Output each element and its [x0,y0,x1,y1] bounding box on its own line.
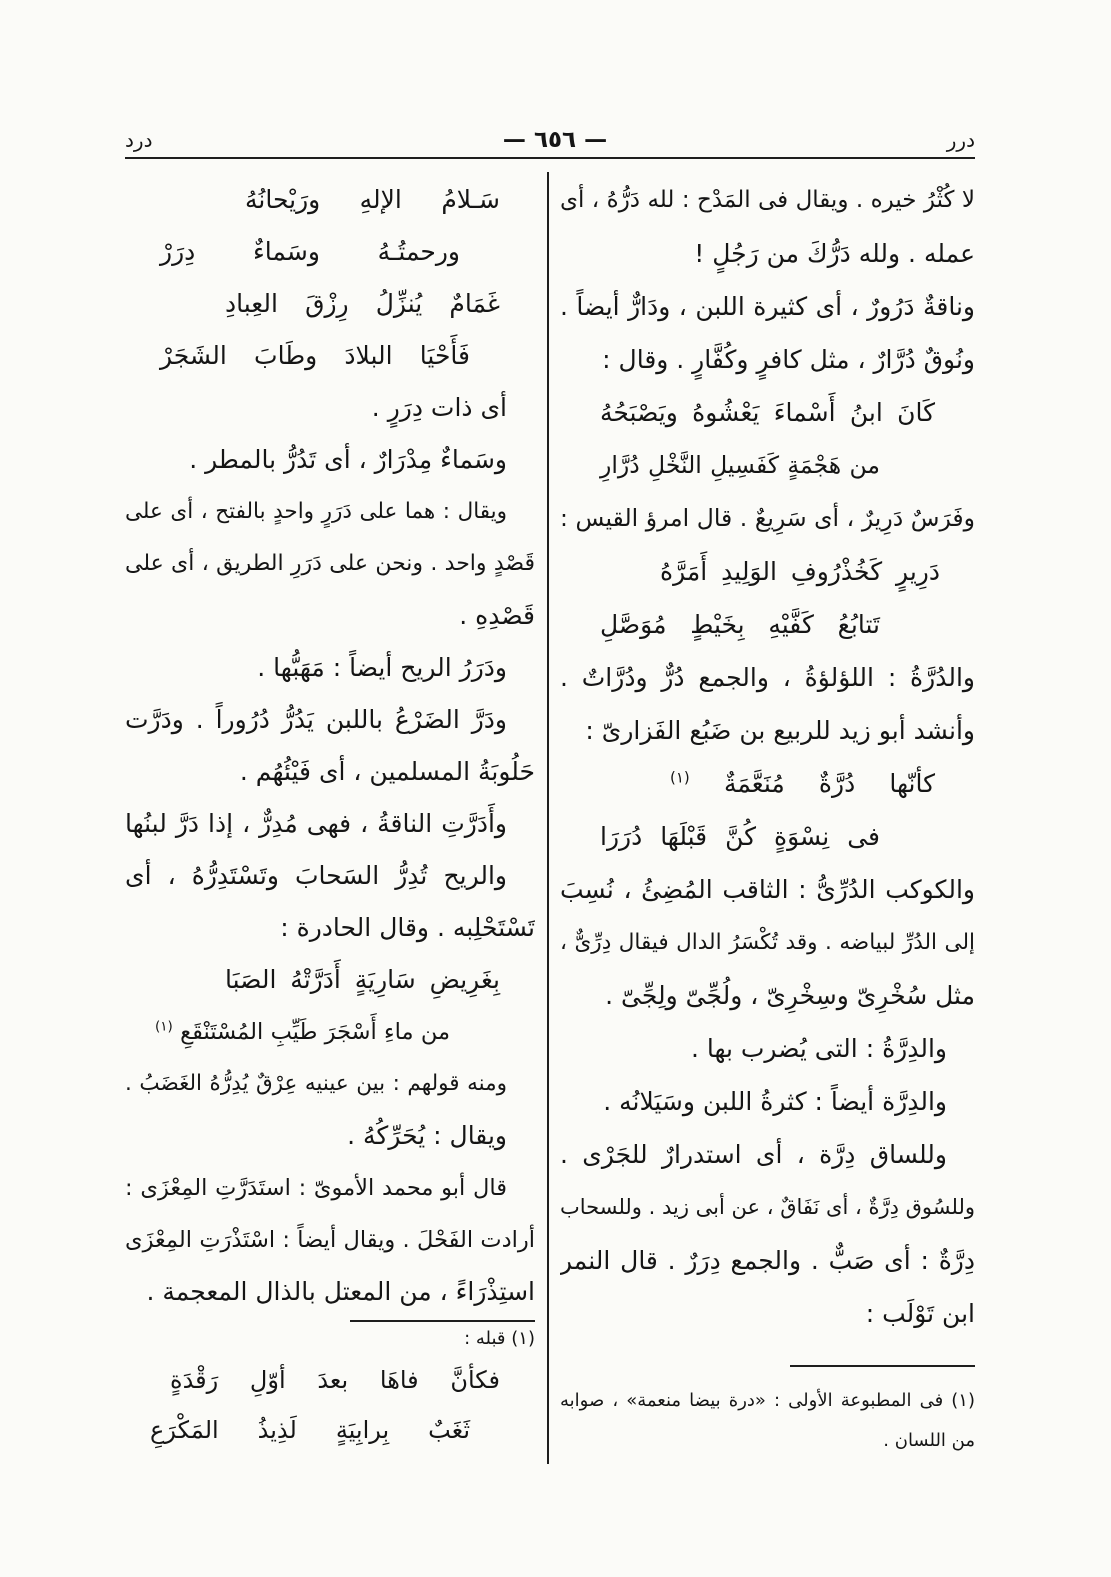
text-line: حَلُوبَةُ المسلمين ، أى فَيْئُهُم . [239,757,535,786]
text-line: والدِرَّة أيضاً : كثرةُ اللبن وسَيَلانُه . [603,1087,947,1116]
verse-line: دَرِيرٍ كَخُذْرُوفِ الوَلِيدِ أَمَرَّهُ [660,557,940,586]
footnote-line: من اللسان . [883,1430,975,1451]
text-line: لا كُثْرُ خيره . ويقال فى المَدْح : لله دَرُّهُ ، أى [560,187,975,213]
running-head-left: درد [125,128,153,152]
text-line: مثل سُخْرِىّ وسِخْرِىّ ، ولُجِّىّ ولِجِّىّ . [605,981,975,1010]
text-line: ونُوقٌ دُرَّارٌ ، مثل كافرٍ وكُفَّارٍ . وقال : [602,345,975,374]
verse-line: بِغَرِيضِ سَارِيَةٍ أَدَرَّتْهُ الصَبَا [225,965,500,994]
text-line: وفَرَسٌ دَرِيرٌ ، أى سَرِيعٌ . قال امرؤ القيس : [560,504,975,532]
column-divider [547,172,549,1464]
text-line: وأنشد أبو زيد للربيع بن ضَبُع الفَزارىّ : [585,716,975,745]
footnote-left [125,1323,535,1455]
text-line: قَصْدٍ واحد . ونحن على دَرَرِ الطريق ، أى على [125,551,535,576]
text-line: ويقال : يُحَرِّكُهُ . [347,1121,507,1150]
footnote-rule-right [790,1365,975,1367]
verse-line: كَانَ ابنُ أَسْماءَ يَعْشُوهُ ويَصْبَحُهُ [600,398,935,427]
verse-line: فَأَحْيَا البلادَ وطَابَ الشَجَرْ [160,341,470,370]
text-line: استِذْرَاءً ، من المعتل بالذال المعجمة . [146,1277,535,1306]
text-line: قَصْدِهِ . [459,601,535,630]
text-line: تَسْتَحْلِبه . وقال الحادرة : [280,913,535,942]
text-line: ودَرَرُ الريح أيضاً : مَهَبُّها . [257,653,507,682]
text-line: والريح تُدِرُّ السَحابَ وتَسْتَدِرُّهُ ، أى [125,861,507,890]
text-line: والدُرَّةُ : اللؤلؤةُ ، والجمع دُرٌّ ودُرَّاتٌ . [560,663,975,692]
text-line: وسَماءٌ مِدْرَارٌ ، أى تَدُرُّ بالمطر . [189,445,507,474]
footnote-marker: (١) [670,768,690,787]
verse-text: كأنّها دُرَّةٌ مُنَعَّمَةٌ [723,769,936,798]
text-line: ودَرَّ الضَرْعُ باللبن يَدُرُّ دُرُوراً . ودَرَّت [125,705,507,734]
text-line: أى ذات دِرَرٍ . [371,393,507,422]
text-line: أرادت الفَحْلَ . ويقال أيضاً : اسْتَذْرَتِ المِعْزَى [125,1227,535,1253]
footnote-verse-line: ثَغَبٌ بِرابِيَةٍ لَذِيذُ المَكْرَعِ [150,1416,470,1444]
text-line: ويقال : هما على دَرَرٍ واحدٍ بالفتح ، أى على [125,499,507,524]
footnote-verse-line: فكأنَّ فاهَا بعدَ أوّلِ رَقْدَةٍ [170,1366,500,1394]
text-line: وناقةٌ دَرُورٌ ، أى كثيرة اللبن ، ودَارٌّ أيضاً . [560,292,975,321]
verse-line: غَمَامٌ يُنزِّلُ رِزْقَ العِبادِ [225,289,500,318]
verse-line: من هَجْمَةٍ كَفَسِيلِ النَّخْلِ دُرَّارِ [600,451,880,479]
text-line: وأَدَرَّتِ الناقةُ ، فهى مُدِرٌّ ، إذا دَرَّ لبنُها [125,809,507,838]
text-line: ابن تَوْلَب : [865,1299,975,1328]
verse-text: من ماءِ أَسْجَرَ طَيِّبِ المُسْتَنْقَعِ [180,1019,450,1045]
verse-line: تَتابُعُ كَفَّيْهِ بِخَيْطٍ مُوَصَّلِ [600,610,880,639]
left-column [125,174,535,1318]
text-line: وللساق دِرَّة ، أى استدرارٌ للجَرْى . [560,1140,947,1169]
text-line: إلى الدُرِّ لبياضه . وقد تُكْسَرُ الدال فيقال دِرِّىٌّ ، [560,930,975,955]
footnote-rule-left [350,1320,535,1322]
header-rule [125,157,975,159]
text-line: وللسُوق دِرَّةٌ ، أى نَفَاقٌ ، عن أبى زيد . وللسحاب [560,1195,975,1219]
verse-line: فى نِسْوَةٍ كُنَّ قَبْلَهَا دُرَرَا [600,822,880,851]
text-line: دِرَّةٌ : أى صَبٌّ . والجمع دِرَرٌ . قال النمر [560,1246,975,1275]
text-line: والكوكب الدُرِّىُّ : الثاقب المُضِئُ ، نُسِبَ [560,875,975,904]
verse-line: سَـلامُ الإلهِ ورَيْحانُهُ [245,185,500,214]
verse-line [125,1006,535,1058]
footnote-marker: (١) [155,1018,173,1035]
footnote-label: (١) قبله : [464,1328,535,1349]
text-line: عمله . ولله دَرُّكَ من رَجُلٍ ! [694,239,975,268]
verse-line: ورحمتُـهُ وسَماءٌ دِرَرْ [160,237,460,266]
verse-line [560,757,975,810]
text-line: ومنه قولهم : بين عينيه عِرْقٌ يُدِرُّهُ الغَضَبُ . [125,1071,507,1096]
text-line: والدِرَّةُ : التى يُضرب بها . [690,1034,947,1063]
text-line: قال أبو محمد الأموىّ : استَدَرَّتِ المِعْزَى : [125,1175,507,1201]
footnote-right [560,1381,975,1461]
footnote-line: (١) فى المطبوعة الأولى : «درة بيضا منعمة» ، صوابه [560,1390,975,1411]
right-column [560,174,975,1340]
page-number: — ٦٥٦ — [502,127,608,153]
running-head-right: درر [946,128,975,152]
